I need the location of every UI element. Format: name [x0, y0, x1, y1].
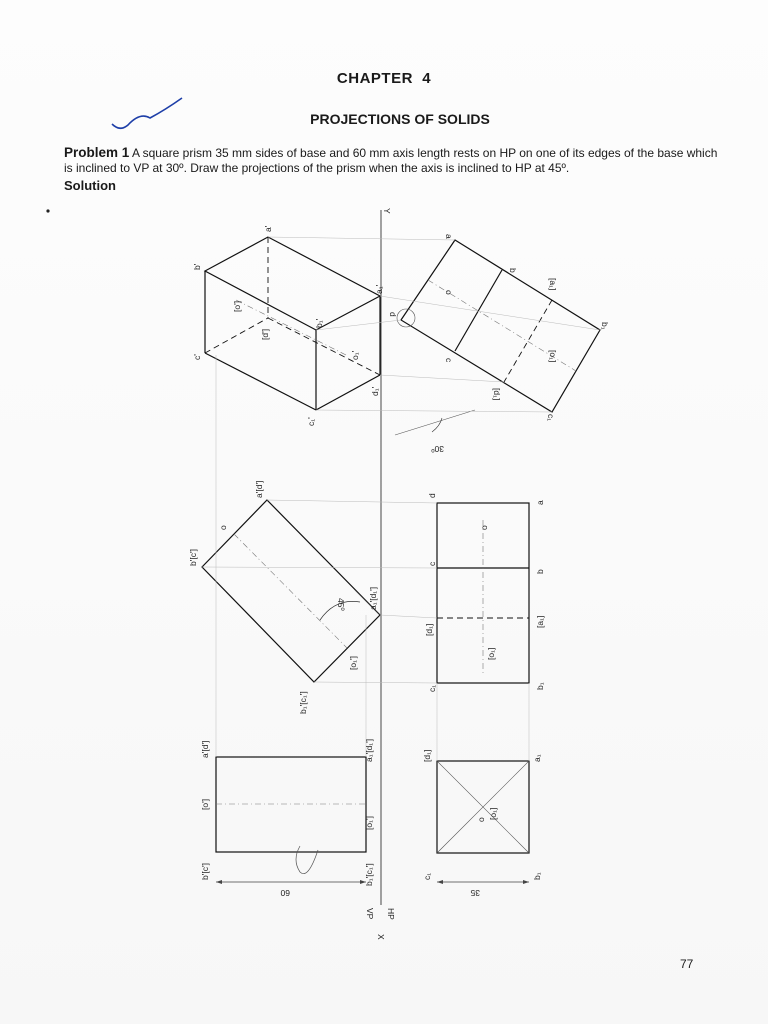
label-s3-tc1: c₁: [546, 414, 556, 422]
label-s2-a: a: [535, 500, 545, 505]
label-s3-ta1: [a₁]: [548, 278, 558, 291]
label-hp: HP: [386, 908, 396, 920]
label-angle-30: 30º: [431, 444, 444, 454]
bullet-dot: [46, 209, 49, 212]
label-dim-60: 60: [280, 888, 290, 898]
label-s2-o1: [o₁']: [348, 656, 358, 670]
stage3-front-view: [205, 237, 380, 410]
solution-label: Solution: [64, 178, 116, 193]
label-s2-bc: b'[c']: [188, 549, 198, 566]
label-vp: VP: [365, 908, 375, 920]
label-dim-35: 35: [470, 888, 480, 898]
label-s2-a1: [a₁]: [535, 615, 545, 628]
label-s3-td: d: [388, 312, 398, 317]
label-s3-b1: b₁': [314, 318, 324, 328]
label-s2-a1d1: a₁'[d₁']: [368, 586, 378, 610]
label-s1-o1: [o₁']: [364, 816, 374, 830]
label-s3-d: [d']: [260, 328, 270, 340]
label-s3-td1: [d₁]: [492, 388, 502, 401]
label-s1-bc: b'[c']: [200, 863, 210, 880]
label-s1-a1d1: a₁'[d₁']: [364, 738, 374, 762]
label-s1-top-a: a₁: [532, 754, 542, 762]
stage3-top-view: [395, 240, 600, 435]
label-s3-c1: c₁': [306, 417, 316, 426]
label-s3-ta: a: [444, 234, 454, 239]
handwritten-tick: [112, 98, 182, 128]
label-s1-top-d: [d₁]: [422, 749, 432, 762]
label-s3-o: [o']: [232, 300, 242, 312]
label-s2-d: d: [427, 493, 437, 498]
label-s2-o1-top: [o₁]: [486, 647, 496, 660]
label-s2-o: o: [479, 525, 489, 530]
label-s3-to1: [o₁]: [548, 350, 558, 363]
label-angle-45: 45º: [336, 598, 346, 611]
label-s2-ad: a'[d']: [254, 480, 264, 498]
label-s1-top-o1: [o₁]: [488, 807, 498, 820]
label-s3-o1: o₁': [350, 350, 360, 360]
page-number: 77: [680, 957, 694, 971]
label-x: X: [376, 934, 386, 940]
drawing-labels: [188, 208, 610, 940]
label-s1-top-c: c₁: [422, 872, 432, 880]
label-s3-tb1: b₁: [600, 322, 610, 330]
label-s3-b: b': [192, 263, 202, 270]
stage1-front-view: [216, 757, 366, 884]
label-s1-b1c1: b₁'[c₁']: [364, 863, 374, 886]
label-s2-b1: b₁: [535, 682, 545, 690]
problem-label: Problem 1: [64, 145, 130, 160]
label-s2-c: c: [427, 561, 437, 566]
label-s3-tb: b: [508, 268, 518, 273]
label-s3-a: a': [263, 225, 273, 232]
label-s3-d1: d₁': [370, 386, 380, 396]
stage2-front-view: [202, 500, 380, 682]
label-s2-o: o: [218, 525, 228, 530]
label-s2-c1: c₁: [427, 684, 437, 692]
label-s1-o: [o']: [200, 798, 210, 810]
label-s2-d1: [d₁]: [424, 623, 434, 636]
label-s3-a1: a₁': [374, 284, 384, 294]
label-s2-b1c1: b₁'[c₁']: [298, 691, 308, 714]
label-s1-ad: a'[d']: [200, 740, 210, 758]
label-s3-tc: c: [444, 358, 454, 363]
chapter-heading: CHAPTER 4: [336, 70, 432, 87]
label-s1-top-b: b₁: [532, 872, 542, 880]
problem-text: A square prism 35 mm sides of base and 60 mm axis length rests on HP on one of its edges of the base which is inclined to VP at 30º. Draw the projections of the prism when the axis is inclined to HP at 45º.: [64, 146, 718, 175]
label-s3-c: c': [192, 354, 202, 360]
label-s3-to: o: [444, 290, 454, 295]
section-title: PROJECTIONS OF SOLIDS: [310, 111, 490, 127]
label-s1-top-o: o: [476, 817, 486, 822]
label-s2-b: b: [535, 569, 545, 574]
label-y: Y: [382, 208, 392, 214]
